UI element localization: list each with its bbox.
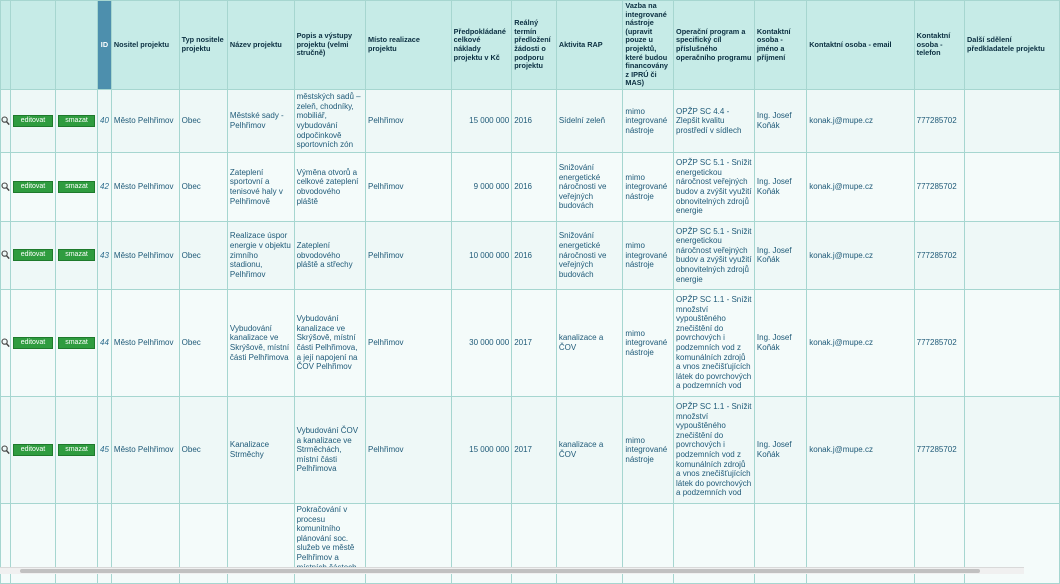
cell-nositel: Město Pelhřimov (111, 152, 179, 221)
cell-popis: Zateplení obvodového pláště a střechy (294, 221, 365, 289)
cell-typ: Obec (179, 152, 227, 221)
magnifier-icon[interactable] (1, 250, 10, 260)
header-row (1, 1, 1060, 90)
cell-vazba: mimo integrované nástroje (623, 221, 674, 289)
cell-popis: Pokračování v procesu komunitního plánování soc. služeb ve městě Pelhřimov a (294, 503, 365, 583)
cell-typ: Obec (179, 221, 227, 289)
cell-id: 43 (98, 221, 112, 289)
cell-op: OPŽP SC 5.1 - Snížit energetickou náročnost veřejných budov a zvýšit využití obnovitelných zdrojů energie (674, 152, 755, 221)
cell-op: OPŽP SC 5.1 - Snížit energetickou náročnost veřejných budov a zvýšit využití obnovitelných zdrojů energie (674, 221, 755, 289)
delete-button[interactable]: smazat (58, 249, 95, 261)
header-dalsi[interactable]: Další sdělení předkladatele projektu (965, 1, 1060, 90)
cell-aktivita: Sídelní zeleň (556, 89, 623, 152)
edit-cell (11, 152, 56, 221)
header-kontakt-jmeno[interactable]: Kontaktní osoba - jméno a příjmení (754, 1, 806, 90)
detail-cell[interactable] (1, 89, 11, 152)
table-row (1, 221, 1060, 289)
cell-email: konak.j@mupe.cz (807, 89, 914, 152)
header-nazev[interactable]: Název projektu (227, 1, 294, 90)
header-kontakt-email[interactable]: Kontaktní osoba - email (807, 1, 914, 90)
cell-naklady: 10 000 000 (451, 221, 512, 289)
cell-email: konak.j@mupe.cz (807, 396, 914, 503)
cell-dalsi (965, 221, 1060, 289)
cell-email: konak.j@mupe.cz (807, 289, 914, 396)
cell-nositel: Město Pelhřimov (111, 396, 179, 503)
cell-telefon: 777285702 (914, 289, 964, 396)
delete-button[interactable]: smazat (58, 115, 95, 127)
cell-dalsi (965, 89, 1060, 152)
table-row (1, 152, 1060, 221)
cell-vazba: mimo integrované nástroje (623, 289, 674, 396)
delete-cell (56, 289, 98, 396)
edit-cell (11, 396, 56, 503)
cell-typ: Obec (179, 289, 227, 396)
cell-misto: Pelhřimov (365, 396, 451, 503)
delete-button[interactable]: smazat (58, 337, 95, 349)
cell-naklady: 15 000 000 (451, 89, 512, 152)
cell-dalsi (965, 396, 1060, 503)
table-row (1, 89, 1060, 152)
header-kontakt-telefon[interactable]: Kontaktní osoba - telefon (914, 1, 964, 90)
cell-aktivita: Snižování energetické náročnosti ve veřejných budovách (556, 221, 623, 289)
header-actions-2 (56, 1, 98, 90)
cell-nazev: Městské sady - Pelhřimov (227, 89, 294, 152)
cell-popis: městských sadů – zeleň, chodníky, mobiliář, vybudování odpočinkově sportovních zón (294, 89, 365, 152)
cell-typ: Obec (179, 89, 227, 152)
delete-cell (56, 152, 98, 221)
detail-cell[interactable] (1, 289, 11, 396)
edit-button[interactable]: editovat (13, 181, 53, 193)
cell-jmeno: Ing. Josef Koňák (754, 396, 806, 503)
cell-popis: Výměna otvorů a celkové zateplení obvodového pláště (294, 152, 365, 221)
edit-cell (11, 221, 56, 289)
cell-email: konak.j@mupe.cz (807, 152, 914, 221)
table-row (1, 289, 1060, 396)
header-termin[interactable]: Reálný termín předložení žádosti o podporu projektu (512, 1, 557, 90)
cell-telefon: 777285702 (914, 221, 964, 289)
cell-nositel: Město Pelhřimov (111, 89, 179, 152)
cell-vazba: mimo integrované nástroje (623, 152, 674, 221)
cell-nazev: Zateplení sportovní a tenisové haly v Pelhřimově (227, 152, 294, 221)
header-typ[interactable]: Typ nositele projektu (179, 1, 227, 90)
cell-termin: 2017 (512, 396, 557, 503)
header-op[interactable]: Operační program a specifický cíl příslušného operačního programu (674, 1, 755, 90)
cell-popis: Vybudování kanalizace ve Skrýšově, místní části Pelhřimova, a její napojení na ČOV Pelhřimov (294, 289, 365, 396)
cell-misto: Pelhřimov (365, 289, 451, 396)
header-naklady[interactable]: Předpokládané celkové náklady projektu v Kč (451, 1, 512, 90)
delete-cell (56, 89, 98, 152)
cell-nositel: Město Pelhřimov (111, 221, 179, 289)
cell-vazba: mimo integrované nástroje (623, 89, 674, 152)
cell-jmeno: Ing. Josef Koňák (754, 221, 806, 289)
cell-misto: Pelhřimov (365, 89, 451, 152)
header-lupa (1, 1, 11, 90)
cell-naklady: 30 000 000 (451, 289, 512, 396)
cell-vazba: mimo integrované nástroje (623, 396, 674, 503)
edit-button[interactable]: editovat (13, 249, 53, 261)
delete-button[interactable]: smazat (58, 444, 95, 456)
magnifier-icon[interactable] (1, 445, 10, 455)
cell-termin: 2016 (512, 221, 557, 289)
detail-cell[interactable] (1, 221, 11, 289)
cell-id: 40 (98, 89, 112, 152)
horizontal-scrollbar[interactable] (0, 567, 1024, 574)
header-actions-1 (11, 1, 56, 90)
cell-telefon: 777285702 (914, 152, 964, 221)
detail-cell[interactable] (1, 152, 11, 221)
cell-nazev: Kanalizace Strměchy (227, 396, 294, 503)
table-row (1, 396, 1060, 503)
cell-jmeno: Ing. Josef Koňák (754, 152, 806, 221)
cell-typ: Obec (179, 396, 227, 503)
cell-aktivita: kanalizace a ČOV (556, 396, 623, 503)
edit-button[interactable]: editovat (13, 444, 53, 456)
cell-termin: 2016 (512, 152, 557, 221)
edit-cell (11, 289, 56, 396)
cell-dalsi (965, 289, 1060, 396)
cell-op: OPŽP SC 1.1 - Snížit množství vypouštěného znečištění do povrchových i podzemních vod z komunálních zdrojů a vnos znečišťujících látek do povrchových a podzemních vod (674, 289, 755, 396)
header-vazba[interactable]: Vazba na integrované nástroje (upravit pouze u projektů, které budou financovány z IPRÚ či MAS) (623, 1, 674, 90)
magnifier-icon[interactable] (1, 116, 10, 126)
cell-id: 42 (98, 152, 112, 221)
cell-aktivita: kanalizace a ČOV (556, 289, 623, 396)
cell-dalsi (965, 152, 1060, 221)
cell-op: OPŽP SC 4.4 - Zlepšit kvalitu prostředí v sídlech (674, 89, 755, 152)
delete-cell (56, 396, 98, 503)
edit-button[interactable]: editovat (13, 337, 53, 349)
cell-jmeno: Ing. Josef Koňák (754, 89, 806, 152)
cell-id: 44 (98, 289, 112, 396)
cell-id: 45 (98, 396, 112, 503)
cell-termin: 2017 (512, 289, 557, 396)
delete-cell (56, 221, 98, 289)
header-popis[interactable]: Popis a výstupy projektu (velmi stručně) (294, 1, 365, 90)
cell-naklady: 15 000 000 (451, 396, 512, 503)
cell-telefon: 777285702 (914, 89, 964, 152)
cell-nazev: Realizace úspor energie v objektu zimního stadionu, Pelhřimov (227, 221, 294, 289)
header-aktivita[interactable]: Aktivita RAP (556, 1, 623, 90)
detail-cell[interactable] (1, 396, 11, 503)
cell-aktivita: Snižování energetické náročnosti ve veřejných budovách (556, 152, 623, 221)
magnifier-icon[interactable] (1, 182, 10, 192)
magnifier-icon[interactable] (1, 338, 10, 348)
cell-naklady: 9 000 000 (451, 152, 512, 221)
cell-misto: Pelhřimov (365, 152, 451, 221)
cell-email: konak.j@mupe.cz (807, 221, 914, 289)
cell-op: OPŽP SC 1.1 - Snížit množství vypouštěného znečištění do povrchových i podzemních vod z komunálních zdrojů a vnos znečišťujících látek do povrchových a podzemních vod (674, 396, 755, 503)
cell-nositel: Město Pelhřimov (111, 289, 179, 396)
scrollbar-thumb[interactable] (20, 569, 980, 573)
cell-popis: Vybudování ČOV a kanalizace ve Strměchách, místní části Pelhřimova (294, 396, 365, 503)
cell-jmeno: Ing. Josef Koňák (754, 289, 806, 396)
cell-telefon: 777285702 (914, 396, 964, 503)
cell-nazev: Vybudování kanalizace ve Skrýšově, místní části Pelhřimova (227, 289, 294, 396)
header-nositel[interactable]: Nositel projektu (111, 1, 179, 90)
edit-button[interactable]: editovat (13, 115, 53, 127)
edit-cell (11, 89, 56, 152)
cell-termin: 2016 (512, 89, 557, 152)
cell-misto: Pelhřimov (365, 221, 451, 289)
header-id[interactable]: ID (98, 1, 112, 90)
header-misto[interactable]: Místo realizace projektu (365, 1, 451, 90)
delete-button[interactable]: smazat (58, 181, 95, 193)
